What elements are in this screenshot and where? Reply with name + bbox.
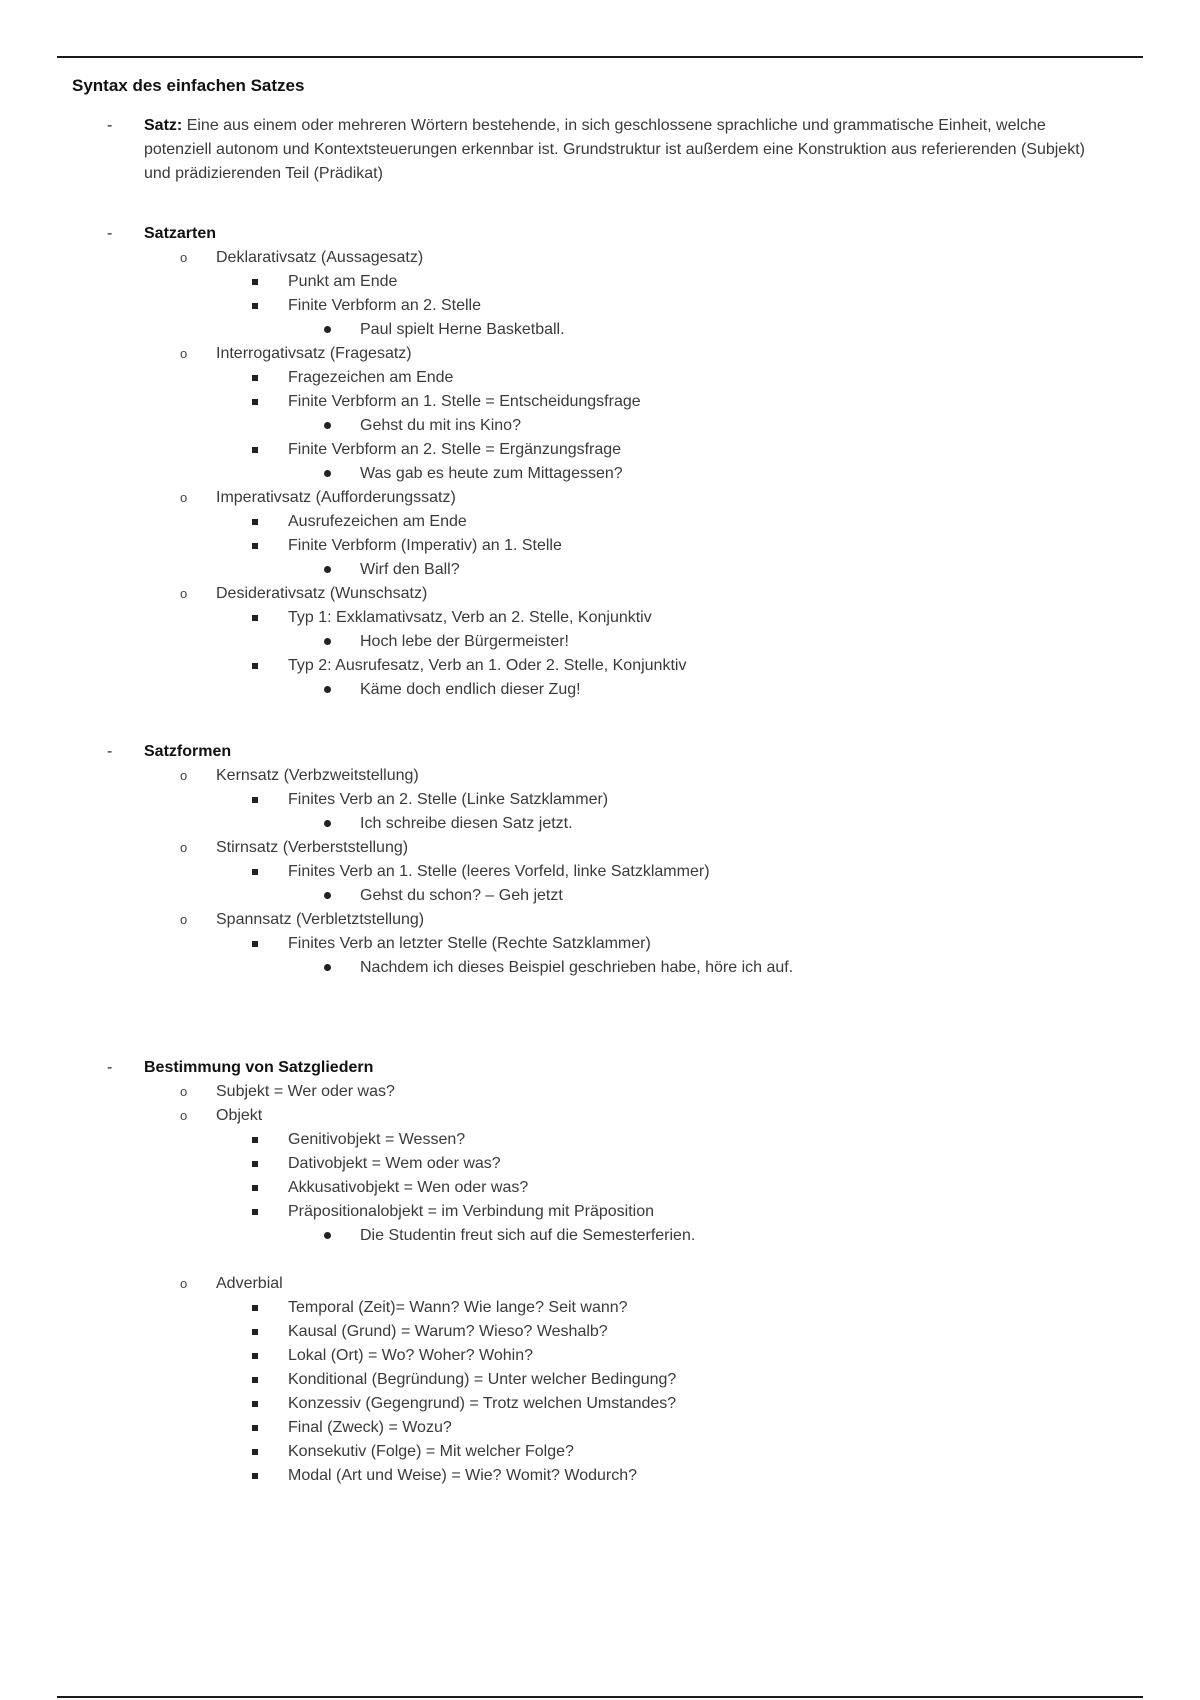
- sub-list: [216, 788, 1104, 836]
- sub-item: [216, 606, 1104, 654]
- list-item: [144, 1080, 1104, 1104]
- dash-marker: -: [107, 1059, 113, 1076]
- sub-item: [216, 366, 1104, 390]
- satz-term: Satz:: [144, 117, 183, 134]
- sub-item-label: Genitivobjekt = Wessen?: [288, 1131, 466, 1148]
- list-item: [144, 1104, 1104, 1248]
- example-list: [288, 318, 1104, 342]
- sub-list: [216, 860, 1104, 908]
- sub-item-label: Typ 2: Ausrufesatz, Verb an 1. Oder 2. Stelle, Konjunktiv: [288, 657, 687, 674]
- dash-marker: -: [107, 117, 113, 134]
- example-list: [288, 630, 1104, 654]
- example-text: Wirf den Ball?: [360, 561, 460, 578]
- sub-list: [216, 932, 1104, 980]
- item-label: Deklarativsatz (Aussagesatz): [216, 249, 424, 266]
- sub-list: [216, 510, 1104, 582]
- example-text: Gehst du mit ins Kino?: [360, 417, 521, 434]
- satzarten-body: [144, 222, 1104, 702]
- satzformen-list: [144, 764, 1104, 980]
- sub-item-label: Kausal (Grund) = Warum? Wieso? Weshalb?: [288, 1323, 608, 1340]
- sub-item: [216, 270, 1104, 294]
- example-text: Gehst du schon? – Geh jetzt: [360, 887, 563, 904]
- satzformen-heading: Satzformen: [144, 743, 232, 760]
- sub-item-label: Konsekutiv (Folge) = Mit welcher Folge?: [288, 1443, 574, 1460]
- sub-item-label: Modal (Art und Weise) = Wie? Womit? Wodurch?: [288, 1467, 638, 1484]
- list-item: [144, 908, 1104, 980]
- item-label: Imperativsatz (Aufforderungssatz): [216, 489, 456, 506]
- sub-item-label: Konzessiv (Gegengrund) = Trotz welchen Umstandes?: [288, 1395, 677, 1412]
- sub-item: [216, 860, 1104, 908]
- bottom-rule: [57, 1696, 1143, 1698]
- list-item: [144, 582, 1104, 702]
- satz-definition: [144, 114, 1104, 186]
- sub-item-label: Finites Verb an letzter Stelle (Rechte Satzklammer): [288, 935, 651, 952]
- item-label: Spannsatz (Verbletztstellung): [216, 911, 425, 928]
- sub-item: [216, 534, 1104, 582]
- dash-marker: -: [107, 743, 113, 760]
- example-text: Käme doch endlich dieser Zug!: [360, 681, 581, 698]
- example-item: [288, 630, 1104, 654]
- adverbial-list: [216, 1296, 1104, 1488]
- sub-item: [216, 390, 1104, 438]
- section-satzformen: [0, 740, 1200, 980]
- example-list: [288, 812, 1104, 836]
- example-text: Hoch lebe der Bürgermeister!: [360, 633, 569, 650]
- sub-item: [216, 1176, 1104, 1200]
- sub-list: [216, 270, 1104, 342]
- example-item: [288, 318, 1104, 342]
- sub-item-label: Konditional (Begründung) = Unter welcher Bedingung?: [288, 1371, 677, 1388]
- sub-item-label: Finite Verbform an 2. Stelle: [288, 297, 481, 314]
- sub-item: [216, 1440, 1104, 1464]
- sub-item: [216, 654, 1104, 702]
- sub-item-label: Punkt am Ende: [288, 273, 398, 290]
- section-satzarten: [0, 222, 1200, 702]
- sub-item: [216, 1128, 1104, 1152]
- satz-definition-text: Eine aus einem oder mehreren Wörtern bestehende, in sich geschlossene sprachliche und grammatische Einheit, welche potenziell autonom und Kontextsteuerungen erkennbar ist. Grundstruktur ist außerdem eine Konstruktion aus referierenden (Subjekt) und prädizierenden Teil (Prädikat): [144, 117, 1085, 182]
- example-text: Die Studentin freut sich auf die Semesterferien.: [360, 1227, 696, 1244]
- sub-item-label: Typ 1: Exklamativsatz, Verb an 2. Stelle, Konjunktiv: [288, 609, 652, 626]
- example-list: [288, 462, 1104, 486]
- sub-item: [216, 1464, 1104, 1488]
- list-item: [144, 342, 1104, 486]
- sub-item: [216, 1200, 1104, 1248]
- example-text: Nachdem ich dieses Beispiel geschrieben habe, höre ich auf.: [360, 959, 794, 976]
- sub-item: [216, 1416, 1104, 1440]
- satzglieder-list: [144, 1080, 1104, 1488]
- list-item: [144, 1272, 1104, 1488]
- example-item: [288, 812, 1104, 836]
- example-item: [288, 414, 1104, 438]
- section-satzglieder: [0, 1056, 1200, 1488]
- sub-item-label: Finite Verbform an 1. Stelle = Entscheidungsfrage: [288, 393, 641, 410]
- sub-item-label: Finites Verb an 1. Stelle (leeres Vorfeld, linke Satzklammer): [288, 863, 710, 880]
- sub-item-label: Akkusativobjekt = Wen oder was?: [288, 1179, 529, 1196]
- satzformen-body: [144, 740, 1104, 980]
- example-text: Was gab es heute zum Mittagessen?: [360, 465, 623, 482]
- sub-item-label: Lokal (Ort) = Wo? Woher? Wohin?: [288, 1347, 533, 1364]
- sub-item: [216, 1320, 1104, 1344]
- sub-list: [216, 606, 1104, 702]
- example-item: [288, 956, 1104, 980]
- example-list: [288, 956, 1104, 980]
- example-list: [288, 678, 1104, 702]
- sub-item-label: Ausrufezeichen am Ende: [288, 513, 467, 530]
- top-rule: [57, 56, 1143, 58]
- item-label: Interrogativsatz (Fragesatz): [216, 345, 412, 362]
- sub-item: [216, 1368, 1104, 1392]
- sub-item-label: Temporal (Zeit)= Wann? Wie lange? Seit wann?: [288, 1299, 628, 1316]
- objekt-label: Objekt: [216, 1107, 263, 1124]
- sub-item: [216, 438, 1104, 486]
- item-label: Stirnsatz (Verberststellung): [216, 839, 409, 856]
- sub-item-label: Fragezeichen am Ende: [288, 369, 454, 386]
- sub-item: [216, 932, 1104, 980]
- satzglieder-body: [144, 1056, 1104, 1488]
- subjekt-label: Subjekt = Wer oder was?: [216, 1083, 395, 1100]
- example-item: [288, 884, 1104, 908]
- list-item: [144, 836, 1104, 908]
- item-label: Desiderativsatz (Wunschsatz): [216, 585, 428, 602]
- sub-item-label: Final (Zweck) = Wozu?: [288, 1419, 452, 1436]
- sub-item-label: Dativobjekt = Wem oder was?: [288, 1155, 501, 1172]
- sub-list: [216, 366, 1104, 486]
- example-text: Ich schreibe diesen Satz jetzt.: [360, 815, 573, 832]
- item-label: Kernsatz (Verbzweitstellung): [216, 767, 419, 784]
- list-item: [144, 246, 1104, 342]
- example-text: Paul spielt Herne Basketball.: [360, 321, 565, 338]
- sub-item-label: Finite Verbform (Imperativ) an 1. Stelle: [288, 537, 562, 554]
- example-list: [288, 884, 1104, 908]
- sub-item: [216, 294, 1104, 342]
- sub-item: [216, 788, 1104, 836]
- sub-item: [216, 1152, 1104, 1176]
- sub-item-label: Finites Verb an 2. Stelle (Linke Satzklammer): [288, 791, 609, 808]
- dash-marker: -: [107, 225, 113, 242]
- example-item: [288, 558, 1104, 582]
- sub-item: [216, 1344, 1104, 1368]
- example-item: [288, 462, 1104, 486]
- sub-item: [216, 1392, 1104, 1416]
- list-item: [144, 486, 1104, 582]
- satzarten-heading: Satzarten: [144, 225, 217, 242]
- page-title: Syntax des einfachen Satzes: [72, 76, 305, 95]
- example-list: [288, 414, 1104, 438]
- sub-item: [216, 510, 1104, 534]
- example-list: [288, 558, 1104, 582]
- sub-item-label: Präpositionalobjekt = im Verbindung mit Präposition: [288, 1203, 654, 1220]
- sub-item-label: Finite Verbform an 2. Stelle = Ergänzungsfrage: [288, 441, 622, 458]
- list-item: [144, 764, 1104, 836]
- satzarten-list: [144, 246, 1104, 702]
- example-item: [288, 678, 1104, 702]
- example-list: [288, 1224, 1104, 1248]
- section-satz: [0, 114, 1200, 186]
- adverbial-label: Adverbial: [216, 1275, 283, 1292]
- objekt-list: [216, 1128, 1104, 1248]
- satzglieder-heading: Bestimmung von Satzgliedern: [144, 1059, 374, 1076]
- example-item: [288, 1224, 1104, 1248]
- sub-item: [216, 1296, 1104, 1320]
